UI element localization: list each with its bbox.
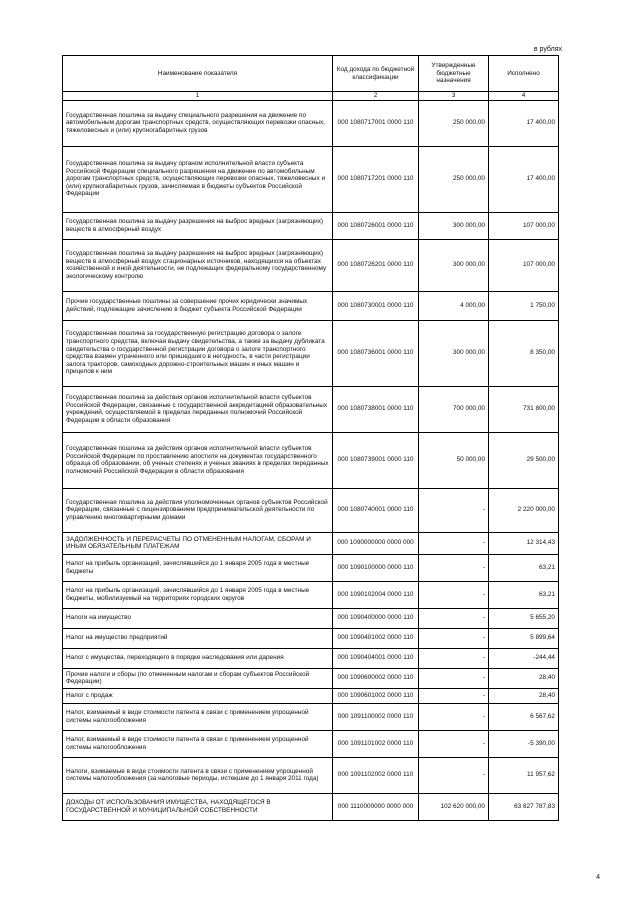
col-header-done: Исполнено [489, 56, 559, 92]
row-name: Налог с продаж [63, 688, 333, 703]
col-number-1: 1 [63, 92, 333, 101]
row-approved: 250 000,00 [419, 146, 489, 212]
col-number-4: 4 [489, 92, 559, 101]
row-name: Налог, взимаемый в виде стоимости патента в связи с применением упрощенной системы налогообложения [63, 703, 333, 730]
row-code: 000 1091100002 0000 110 [333, 703, 419, 730]
table-row [63, 703, 559, 730]
row-approved: 700 000,00 [419, 386, 489, 432]
row-name: Государственная пошлина за действия органов исполнительной власти субъектов Российской Федерации по проставлению апостиля на документах государственного образца об образовании, об ученых степенях и ученых званиях в пределах переданных полномочий Российской Федерации в области образования [63, 432, 333, 488]
row-name: Налог с имущества, переходящего в порядке наследования или дарения [63, 648, 333, 668]
row-name: ЗАДОЛЖЕННОСТЬ И ПЕРЕРАСЧЕТЫ ПО ОТМЕНЕННЫМ НАЛОГАМ, СБОРАМ И ИНЫМ ОБЯЗАТЕЛЬНЫМ ПЛАТЕЖАМ [63, 532, 333, 554]
row-approved: - [419, 688, 489, 703]
table-row [63, 628, 559, 648]
row-done: 6 567,62 [489, 703, 559, 730]
row-name: Налог на прибыль организаций, зачислявшийся до 1 января 2005 года в местные бюджеты, мобилизуемый на территориях городских округов [63, 581, 333, 608]
row-done: 12 314,43 [489, 532, 559, 554]
row-approved: - [419, 730, 489, 757]
row-done: 2 220 000,00 [489, 488, 559, 532]
row-approved: - [419, 628, 489, 648]
row-code: 000 1090000000 0000 000 [333, 532, 419, 554]
row-done: 63 827 787,83 [489, 793, 559, 820]
row-done: 28,40 [489, 688, 559, 703]
row-approved: - [419, 581, 489, 608]
row-done: 5 655,20 [489, 608, 559, 628]
row-code: 000 1080739001 0000 110 [333, 432, 419, 488]
table-row [63, 488, 559, 532]
row-code: 000 1090102004 0000 110 [333, 581, 419, 608]
table-row [63, 432, 559, 488]
row-approved: - [419, 757, 489, 793]
row-done: 63,21 [489, 554, 559, 581]
row-approved: 300 000,00 [419, 212, 489, 239]
row-done: 1 750,00 [489, 291, 559, 320]
row-approved: - [419, 488, 489, 532]
row-approved: - [419, 703, 489, 730]
row-code: 000 1080730001 0000 110 [333, 291, 419, 320]
row-done: 63,21 [489, 581, 559, 608]
row-code: 000 1080726001 0000 110 [333, 212, 419, 239]
row-code: 000 1091101002 0000 110 [333, 730, 419, 757]
row-approved: 250 000,00 [419, 100, 489, 146]
table-row [63, 581, 559, 608]
row-name: Налог на имущество предприятий [63, 628, 333, 648]
row-approved: - [419, 608, 489, 628]
table-row [63, 554, 559, 581]
table-row [63, 291, 559, 320]
row-approved: - [419, 554, 489, 581]
row-name: Государственная пошлина за выдачу разрешения на выброс вредных (загрязняющих) веществ в атмосферный воздух стационарных источников, находящихся на объектах хозяйственной и иной деятельности, не подлежащих федеральному государственному экологическому контролю [63, 239, 333, 291]
row-name: ДОХОДЫ ОТ ИСПОЛЬЗОВАНИЯ ИМУЩЕСТВА, НАХОДЯЩЕГОСЯ В ГОСУДАРСТВЕННОЙ И МУНИЦИПАЛЬНОЙ СОБСТВЕННОСТИ [63, 793, 333, 820]
row-name: Прочие государственные пошлины за совершение прочих юридически значимых действий, подлежащие зачислению в бюджет субъекта Российской Федерации [63, 291, 333, 320]
row-done: -5 390,00 [489, 730, 559, 757]
row-code: 000 1090100000 0000 110 [333, 554, 419, 581]
table-row [63, 386, 559, 432]
col-header-code: Код дохода по бюджетной классификации [333, 56, 419, 92]
table-row [63, 668, 559, 688]
column-number-row [63, 92, 559, 101]
row-approved: 4 000,00 [419, 291, 489, 320]
row-name: Государственная пошлина за государственную регистрацию договора о залоге транспортного средства, включая выдачу свидетельства, а также за выдачу дубликата свидетельства о государственной регистрации договора о залоге транспортного средства взамен утраченного или пришедшего в негодность, в части регистрации залога тракторов, самоходных дорожно-строительных машин и иных машин и прицепов к ним [63, 320, 333, 386]
row-name: Налог на прибыль организаций, зачислявшийся до 1 января 2005 года в местные бюджеты [63, 554, 333, 581]
row-name: Государственная пошлина за действия органов исполнительной власти субъектов Российской Федерации, связанные с государственной аккредитацией образовательных учреждений, осуществляемой в пределах переданных полномочий Российской Федерации в области образования [63, 386, 333, 432]
row-code: 000 1080717001 0000 110 [333, 100, 419, 146]
table-row [63, 532, 559, 554]
row-done: 107 000,00 [489, 212, 559, 239]
table-row [63, 730, 559, 757]
row-done: 17 400,00 [489, 146, 559, 212]
row-approved: 50 000,00 [419, 432, 489, 488]
table-row [63, 320, 559, 386]
row-code: 000 1080717201 0000 110 [333, 146, 419, 212]
col-number-3: 3 [419, 92, 489, 101]
row-name: Налог, взимаемый в виде стоимости патента в связи с применением упрощенной системы налогообложения [63, 730, 333, 757]
row-code: 000 1080726201 0000 110 [333, 239, 419, 291]
table-row [63, 100, 559, 146]
col-header-approved: Утвержденные бюджетные назначения [419, 56, 489, 92]
row-code: 000 1090401002 0000 110 [333, 628, 419, 648]
table-row [63, 688, 559, 703]
row-done: 5 899,64 [489, 628, 559, 648]
table-row [63, 757, 559, 793]
row-code: 000 1090601002 0000 110 [333, 688, 419, 703]
row-done: 17 400,00 [489, 100, 559, 146]
table-row [63, 608, 559, 628]
row-code: 000 1090404001 0000 110 [333, 648, 419, 668]
row-code: 000 1090400000 0000 110 [333, 608, 419, 628]
row-name: Налоги, взимаемые в виде стоимости патента в связи с применением упрощенной системы налогообложения (за налоговые периоды, истекшие до 1 января 2011 года) [63, 757, 333, 793]
row-name: Прочие налоги и сборы (по отмененным налогам и сборам субъектов Российской Федерации) [63, 668, 333, 688]
row-name: Государственная пошлина за выдачу органом исполнительной власти субъекта Российской Федерации специального разрешения на движение по автомобильным дорогам транспортных средств, осуществляющих перевозки опасных, тяжеловесных и (или) крупногабаритных грузов, зачисляемая в бюджеты субъектов Российской Федерации [63, 146, 333, 212]
header-row [63, 56, 559, 92]
row-code: 000 1080738001 0000 110 [333, 386, 419, 432]
table-row [63, 212, 559, 239]
row-approved: - [419, 532, 489, 554]
row-approved: 102 620 000,00 [419, 793, 489, 820]
row-done: 28,40 [489, 668, 559, 688]
row-code: 000 1110000000 0000 000 [333, 793, 419, 820]
row-code: 000 1080740001 0000 110 [333, 488, 419, 532]
row-done: 8 350,00 [489, 320, 559, 386]
row-name: Налоги на имущество [63, 608, 333, 628]
row-code: 000 1080736001 0000 110 [333, 320, 419, 386]
col-number-2: 2 [333, 92, 419, 101]
row-done: -244,44 [489, 648, 559, 668]
row-name: Государственная пошлина за выдачу разрешения на выброс вредных (загрязняющих) веществ в атмосферный воздух [63, 212, 333, 239]
budget-table [62, 55, 559, 821]
row-approved: 300 000,00 [419, 320, 489, 386]
row-done: 11 957,62 [489, 757, 559, 793]
row-done: 29 500,00 [489, 432, 559, 488]
row-approved: 300 000,00 [419, 239, 489, 291]
row-code: 000 1090600002 0000 110 [333, 668, 419, 688]
table-row [63, 648, 559, 668]
row-done: 731 800,00 [489, 386, 559, 432]
row-approved: - [419, 668, 489, 688]
table-row [63, 793, 559, 820]
table-row [63, 239, 559, 291]
col-header-name: Наименование показателя [63, 56, 333, 92]
units-label: в рублях [533, 46, 562, 53]
row-name: Государственная пошлина за действия уполномоченных органов субъектов Российской Федерации, связанные с лицензированием предпринимательской деятельности по управлению многоквартирными домами [63, 488, 333, 532]
table-row [63, 146, 559, 212]
row-done: 107 000,00 [489, 239, 559, 291]
page-number: 4 [596, 874, 600, 881]
row-code: 000 1091102002 0000 110 [333, 757, 419, 793]
row-approved: - [419, 648, 489, 668]
row-name: Государственная пошлина за выдачу специального разрешения на движение по автомобильным дорогам транспортных средств, осуществляющих перевозки опасных, тяжеловесных и (или) крупногабаритных грузов [63, 100, 333, 146]
